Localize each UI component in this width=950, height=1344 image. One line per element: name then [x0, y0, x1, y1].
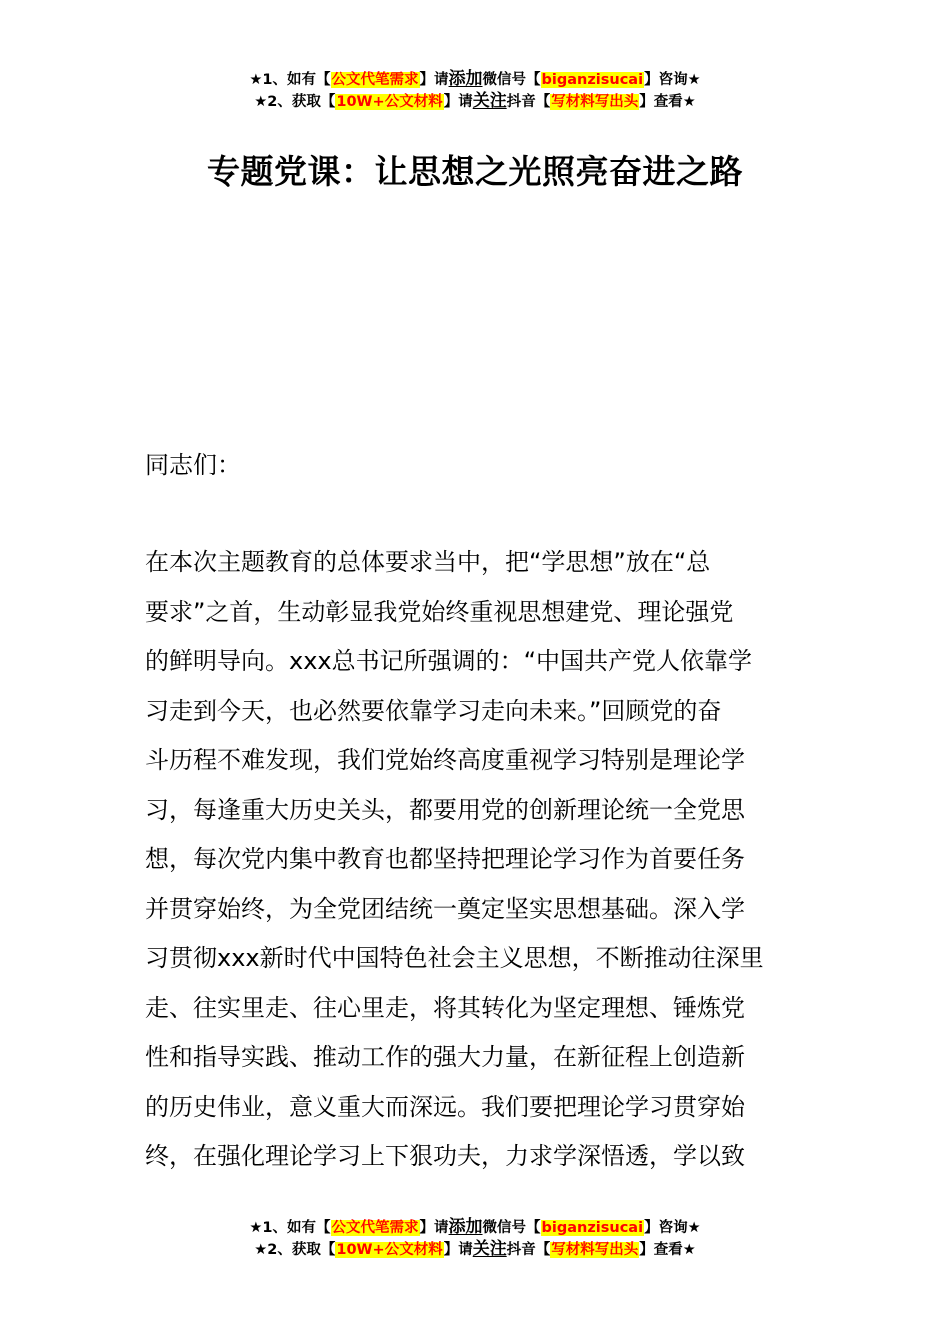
promo-text: 】查看★ [639, 1242, 696, 1258]
emphasized-text: 添加 [448, 69, 483, 89]
highlighted-keyword: 写材料写出头 [551, 94, 639, 110]
promo-line-1 [0, 1216, 950, 1238]
body-line: 的鲜明导向。xxx总书记所强调的：“中国共产党人依靠学 [145, 647, 753, 675]
promo-text: 抖音【 [506, 94, 551, 110]
body-paragraph [145, 538, 807, 1182]
promo-text: ★1、如有【 [249, 1220, 331, 1236]
promo-text: 】查看★ [639, 94, 696, 110]
body-line: 并贯穿始终，为全党团结统一奠定坚实思想基础。深入学 [145, 894, 745, 923]
footer-promo [0, 1216, 950, 1260]
highlighted-keyword: 写材料写出头 [551, 1242, 639, 1258]
promo-text: 】请 [443, 1242, 473, 1258]
document-title: 专题党课：让思想之光照亮奋进之路 [207, 152, 743, 191]
body-line: 性和指导实践、推动工作的强大力量，在新征程上创造新 [145, 1043, 745, 1071]
salutation: 同志们： [145, 451, 241, 479]
promo-text: 】咨询★ [644, 1220, 701, 1236]
body-line: 要求”之首，生动彰显我党始终重视思想建党、理论强党 [145, 597, 734, 626]
promo-text: 】请 [443, 94, 473, 110]
header-promo [0, 68, 950, 112]
body-line: 终，在强化理论学习上下狠功夫，力求学深悟透，学以致 [145, 1142, 745, 1170]
body-line: 斗历程不难发现，我们党始终高度重视学习特别是理论学 [145, 746, 745, 774]
highlighted-keyword: 10W+公文材料 [336, 94, 443, 110]
body-line: 在本次主题教育的总体要求当中，把“学思想”放在“总 [145, 548, 711, 576]
promo-text: 微信号【 [482, 1220, 541, 1236]
emphasized-text: 添加 [448, 1217, 483, 1237]
promo-text: 】咨询★ [644, 72, 701, 88]
promo-text: 】请 [419, 72, 449, 88]
highlighted-keyword: biganzisucai [541, 1220, 644, 1236]
body-line: 的历史伟业，意义重大而深远。我们要把理论学习贯穿始 [145, 1092, 745, 1121]
highlighted-keyword: 公文代笔需求 [331, 1220, 419, 1236]
promo-text: ★2、获取【 [254, 94, 336, 110]
body-line: 习，每逢重大历史关头，都要用党的创新理论统一全党思 [145, 795, 745, 824]
promo-text: 微信号【 [482, 72, 541, 88]
body-line: 习贯彻xxx新时代中国特色社会主义思想，不断推动往深里 [145, 944, 764, 972]
body-line: 习走到今天，也必然要依靠学习走向未来。”回顾党的奋 [145, 696, 722, 725]
promo-line-2 [0, 1238, 950, 1260]
promo-text: 抖音【 [506, 1242, 551, 1258]
highlighted-keyword: 10W+公文材料 [336, 1242, 443, 1258]
body-line: 走、往实里走、往心里走，将其转化为坚定理想、锤炼党 [145, 993, 745, 1022]
highlighted-keyword: biganzisucai [541, 72, 644, 88]
promo-text: 】请 [419, 1220, 449, 1236]
promo-line-1 [0, 68, 950, 90]
promo-line-2 [0, 90, 950, 112]
highlighted-keyword: 公文代笔需求 [331, 72, 419, 88]
promo-text: ★1、如有【 [249, 72, 331, 88]
emphasized-text: 关注 [472, 1239, 507, 1259]
promo-text: ★2、获取【 [254, 1242, 336, 1258]
body-line: 想，每次党内集中教育也都坚持把理论学习作为首要任务 [145, 845, 745, 873]
emphasized-text: 关注 [472, 91, 507, 111]
